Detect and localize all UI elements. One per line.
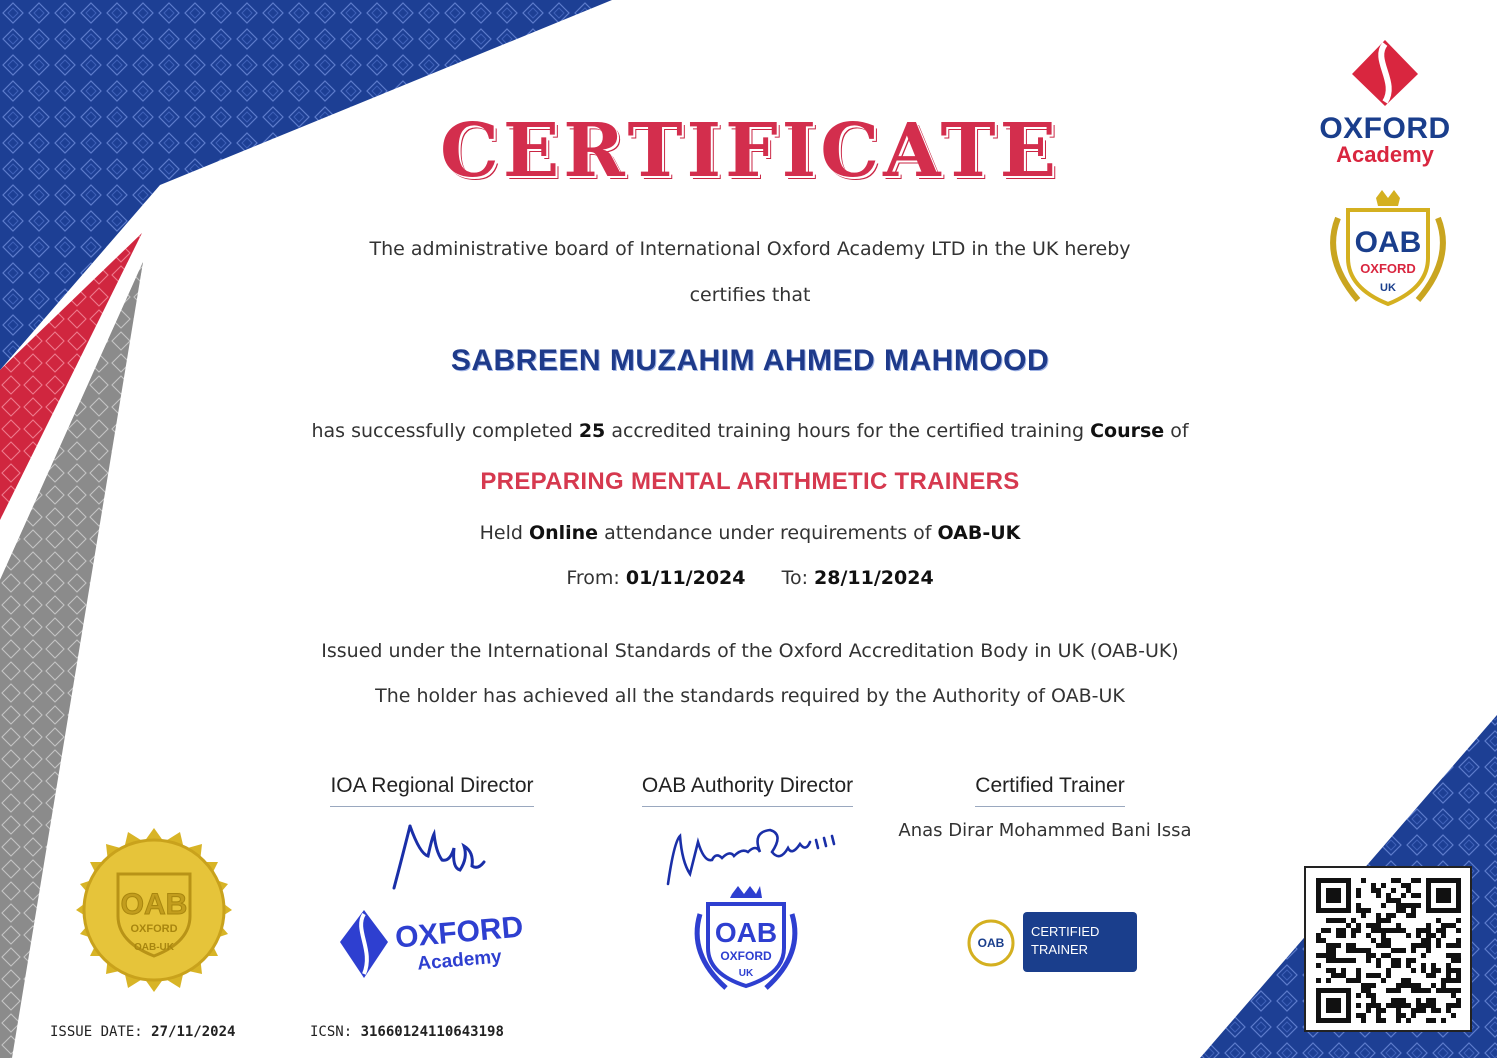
oxford-academy-logo xyxy=(1290,38,1480,166)
authority-director-column xyxy=(630,774,865,807)
issue-date-label: ISSUE DATE: xyxy=(50,1024,152,1040)
icsn-line xyxy=(310,1024,504,1040)
oab-stamp-uk: UK xyxy=(738,968,754,979)
to-date: 28/11/2024 xyxy=(814,567,934,589)
stamp-academy-word: Academy xyxy=(416,946,503,975)
held-middle: attendance under requirements of xyxy=(598,522,938,544)
standards-line: Issued under the International Standards of the Oxford Accreditation Body in UK (OAB-UK) xyxy=(321,640,1179,662)
academy-word: Academy xyxy=(1336,142,1434,167)
seal-oab-text: OAB xyxy=(120,888,188,921)
attendance-mode: Online xyxy=(528,522,599,544)
to-label: To: xyxy=(781,567,815,589)
oab-badge-text: OAB xyxy=(1354,226,1422,259)
qr-code-icon xyxy=(1306,868,1470,1030)
completion-prefix: has successfully completed xyxy=(311,420,579,442)
qr-code[interactable] xyxy=(1304,866,1472,1032)
intro-line-1: The administrative board of International Oxford Academy LTD in the UK hereby xyxy=(369,238,1131,260)
icsn-label: ICSN: xyxy=(310,1024,361,1040)
training-hours: 25 xyxy=(578,420,606,442)
trainer-name: Anas Dirar Mohammed Bani Issa xyxy=(898,820,1192,841)
icsn-number: 31660124110643198 xyxy=(360,1024,504,1040)
intro-line-2: certifies that xyxy=(689,284,811,306)
trainer-label: Certified Trainer xyxy=(975,774,1124,807)
completion-middle: accredited training hours for the certified training xyxy=(605,420,1091,442)
course-word: Course xyxy=(1090,420,1165,442)
oab-badge-uk: UK xyxy=(1380,282,1396,294)
completion-suffix: of xyxy=(1164,420,1189,442)
held-prefix: Held xyxy=(479,522,529,544)
trainer-column xyxy=(950,774,1150,807)
regional-director-label: IOA Regional Director xyxy=(330,774,533,807)
authority-director-label: OAB Authority Director xyxy=(642,774,853,807)
oab-stamp-text: OAB xyxy=(714,917,778,948)
certified-badge-line-2: TRAINER xyxy=(1031,942,1089,957)
from-label: From: xyxy=(566,567,626,589)
oxford-word: OXFORD xyxy=(1319,112,1451,145)
regional-director-column xyxy=(322,774,542,807)
certificate-title: CERTIFICATE xyxy=(439,108,1061,194)
regional-director-signature xyxy=(380,818,500,894)
authority-name: OAB-UK xyxy=(937,522,1021,544)
seal-oxford-text: OXFORD xyxy=(130,923,178,935)
date-range xyxy=(250,567,1250,589)
oxford-academy-stamp xyxy=(328,900,543,982)
certified-trainer-badge xyxy=(1023,912,1137,972)
oab-stamp-oxford: OXFORD xyxy=(720,949,772,963)
gold-seal xyxy=(56,812,252,1008)
held-line xyxy=(250,522,1250,544)
crown-icon xyxy=(1376,190,1400,206)
holder-line: The holder has achieved all the standards required by the Authority of OAB-UK xyxy=(375,685,1125,707)
mini-seal-text: OAB xyxy=(977,936,1005,950)
recipient-name: SABREEN MUZAHIM AHMED MAHMOOD xyxy=(450,344,1050,377)
oxford-diamond-icon xyxy=(1290,38,1480,106)
issue-date-line xyxy=(50,1024,235,1040)
course-name: PREPARING MENTAL ARITHMETIC TRAINERS xyxy=(480,468,1020,495)
seal-uk-text: OAB-UK xyxy=(134,942,174,953)
completion-line xyxy=(200,420,1300,442)
oab-badge xyxy=(1318,188,1458,316)
laurel-icon xyxy=(1318,188,1458,316)
certified-trainer-mini-seal xyxy=(966,918,1016,968)
oab-stamp xyxy=(684,884,808,996)
issue-date: 27/11/2024 xyxy=(151,1024,236,1040)
oab-badge-oxford: OXFORD xyxy=(1360,261,1416,276)
from-date: 01/11/2024 xyxy=(625,567,746,589)
certified-badge-line-1: CERTIFIED xyxy=(1031,924,1100,939)
authority-director-signature xyxy=(660,822,850,892)
stamp-oxford-word: OXFORD xyxy=(393,910,525,955)
